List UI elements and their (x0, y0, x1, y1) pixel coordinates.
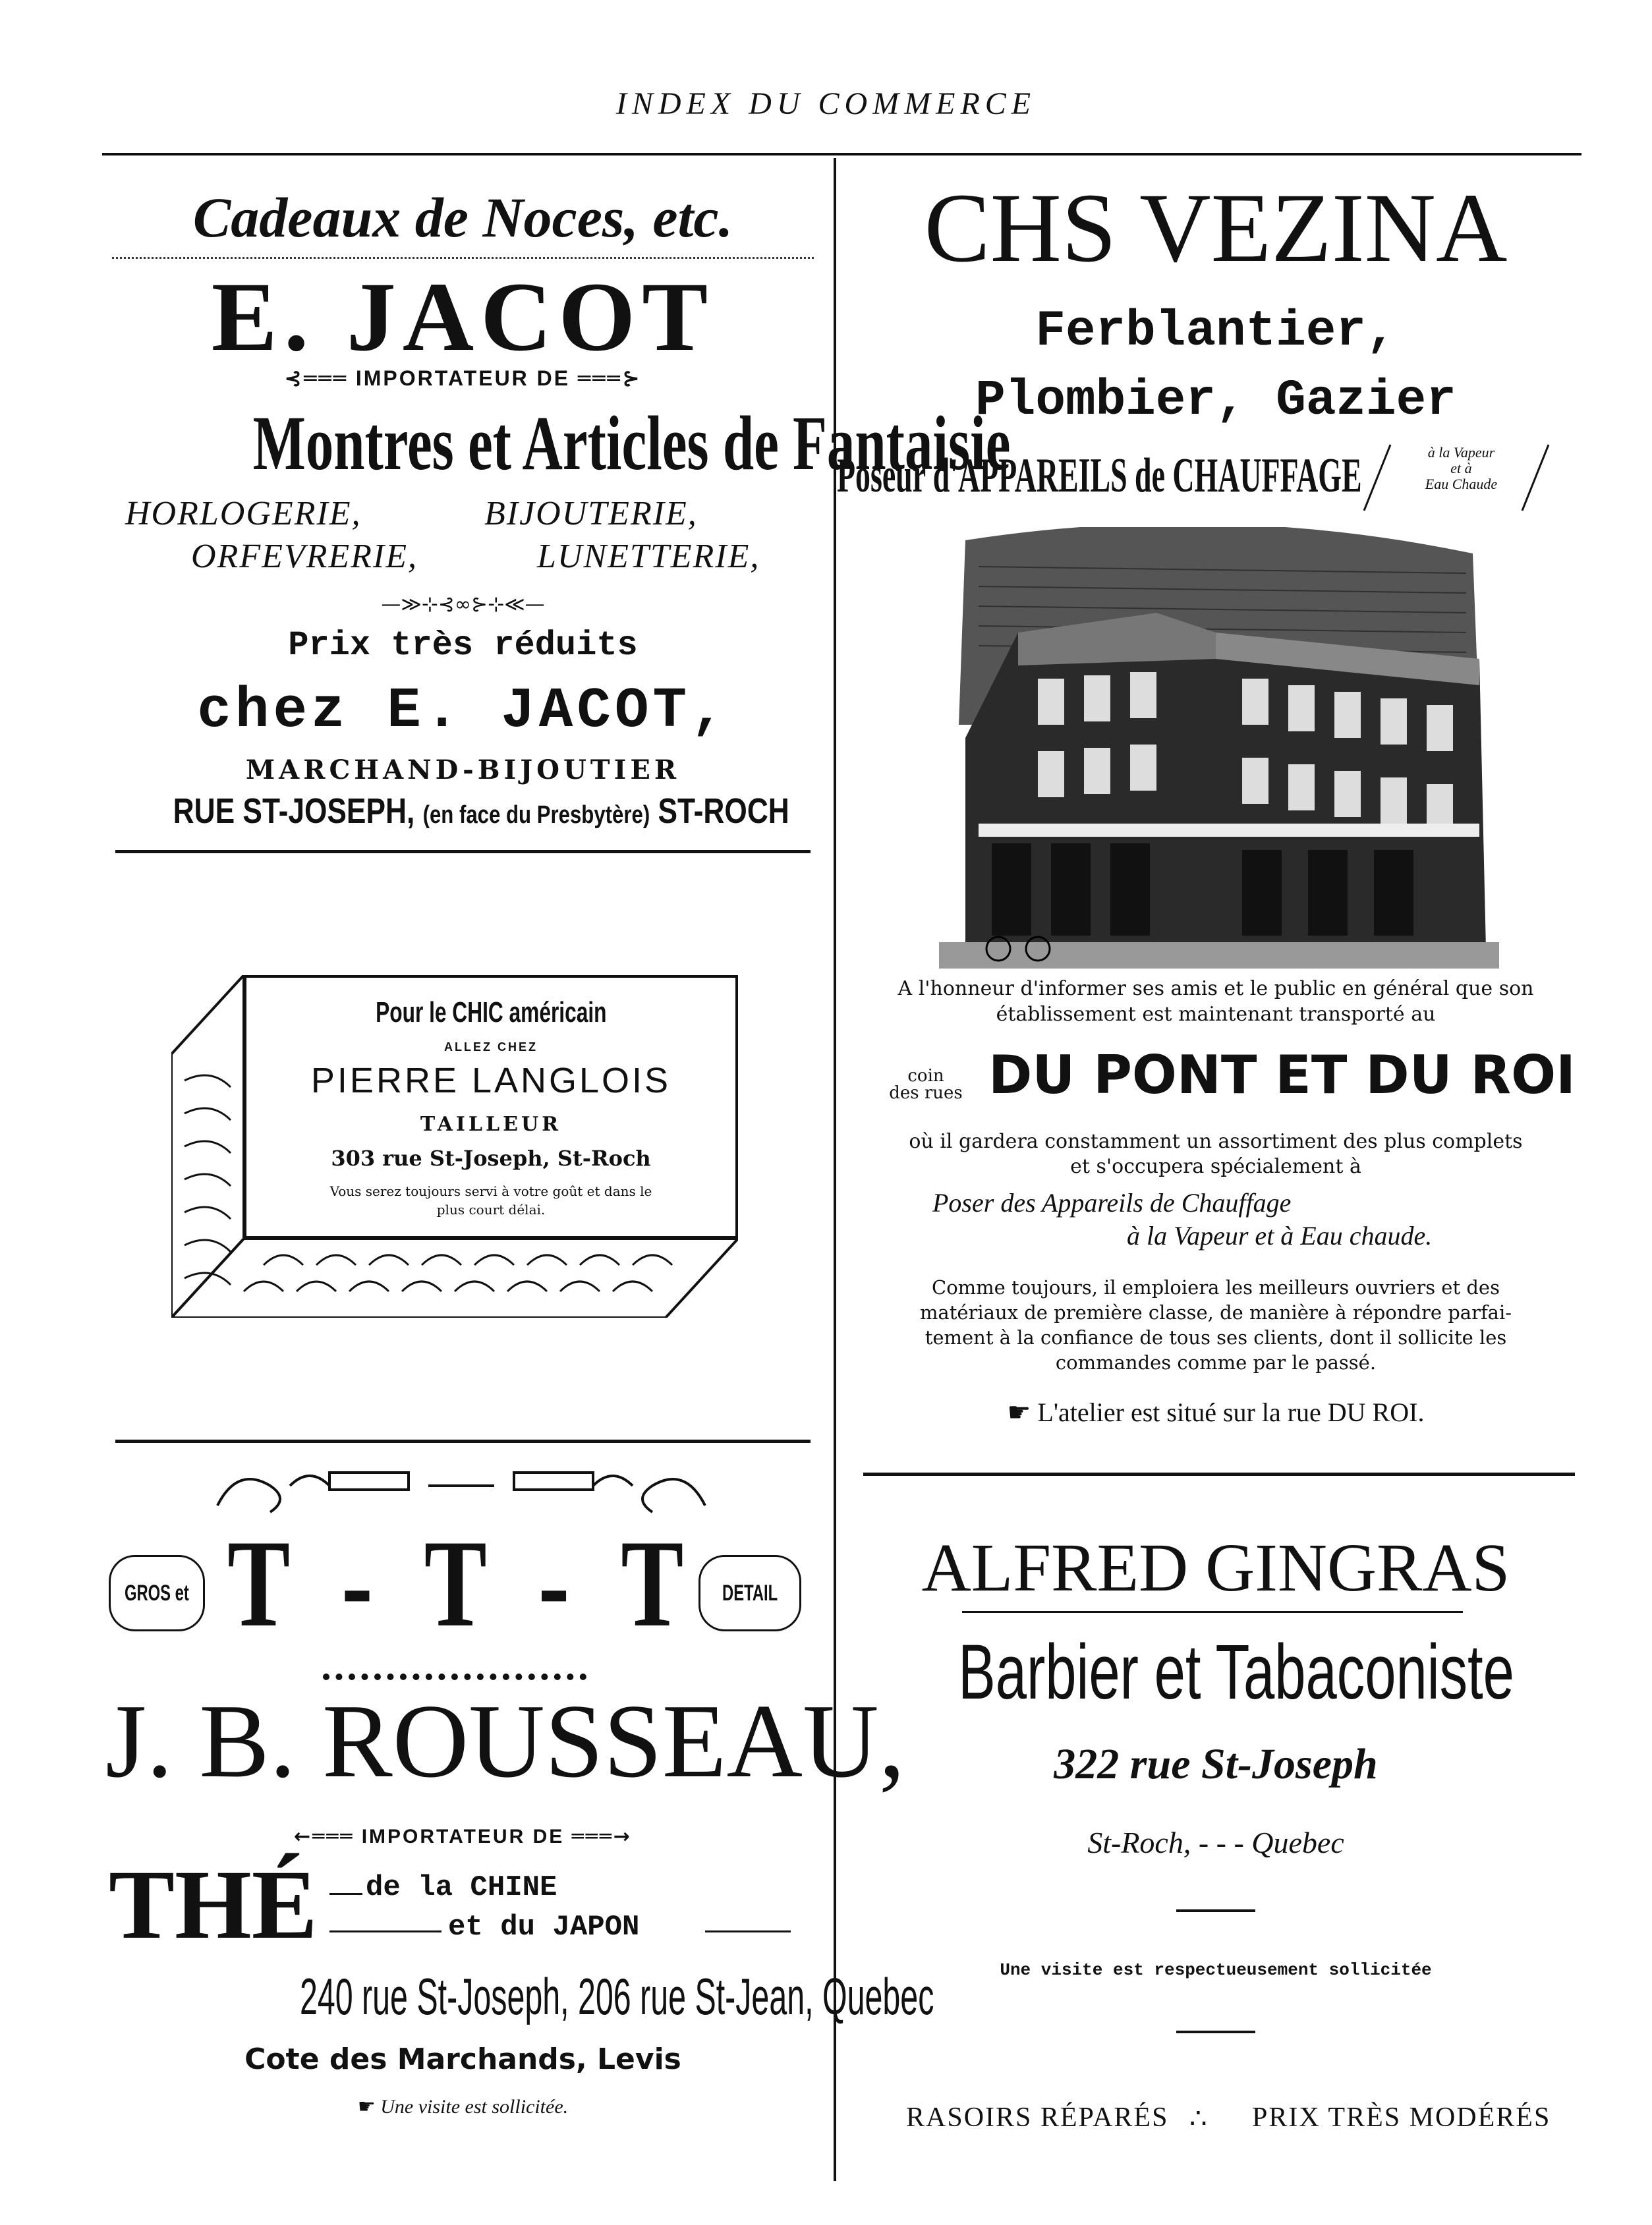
rousseau-importer: IMPORTATEUR DE (361, 1826, 565, 1847)
langlois-name: PIERRE LANGLOIS (310, 1061, 671, 1100)
langlois-address: 303 rue St-Joseph, St-Roch (331, 1146, 651, 1171)
pointing-hand-icon: ☛ (1007, 1397, 1031, 1428)
rousseau-logo: T - T - T (227, 1515, 698, 1653)
gingras-name-underline (962, 1611, 1463, 1613)
rousseau-detail: DETAIL (722, 1580, 778, 1606)
vezina-atelier: L'atelier est situé sur la rue DU ROI. (1037, 1397, 1425, 1427)
jacot-trade-lunetterie: LUNETTERIE, (537, 538, 760, 575)
langlois-line1: Pour le CHIC américain (375, 996, 607, 1028)
corner-building-engraving (939, 527, 1499, 969)
gingras-address: 322 rue St-Joseph (1054, 1740, 1378, 1788)
vezina-trade-2: Plombier, Gazier (975, 372, 1456, 429)
arrow-flourish-left-icon: ←═══ (294, 1825, 355, 1848)
vezina-honneur-2: établissement est maintenant transporté au (996, 1003, 1436, 1026)
jacot-dotted-rule (112, 257, 814, 259)
jacot-chez: chez E. JACOT, (197, 679, 729, 743)
gingras-separator: ∴ (1189, 2104, 1207, 2134)
rousseau-the-rule-2 (329, 1930, 441, 1932)
jacot-address-city: ST-ROCH (658, 791, 789, 831)
vezina-coin: coin (907, 1066, 944, 1086)
rousseau-the-line2: et du JAPON (448, 1911, 640, 1944)
vezina-des-rues: des rues (889, 1083, 963, 1103)
jacot-ad (105, 158, 1011, 850)
rousseau-top-rule (115, 1440, 811, 1443)
jacot-name: E. JACOT (211, 262, 715, 372)
rousseau-scroll-ornament (211, 1459, 712, 1519)
gingras-visit: Une visite est respectueusement sollicitée (1000, 1960, 1432, 1980)
rousseau-name: J. B. ROUSSEAU, (105, 1682, 905, 1799)
rousseau-the-rule-1 (329, 1893, 362, 1895)
gingras-trade: Barbier et Tabaconiste (958, 1629, 1514, 1716)
gingras-rule-1 (1176, 1909, 1255, 1912)
gingras-prices: PRIX TRÈS MODÉRÉS (1252, 2102, 1551, 2133)
pointing-hand-icon: ☛ (357, 2095, 376, 2118)
vezina-comme-4: commandes comme par le passé. (1055, 1351, 1377, 1374)
jacot-importer: IMPORTATEUR DE (355, 366, 571, 390)
vezina-name: CHS VEZINA (924, 173, 1508, 283)
arrow-flourish-right-icon: ═══→ (571, 1825, 632, 1848)
vezina-trade-1: Ferblantier, (1035, 303, 1396, 360)
vezina-poser-2: à la Vapeur et à Eau chaude. (1127, 1221, 1433, 1251)
langlois-trade: TAILLEUR (420, 1113, 562, 1136)
header-rule (102, 153, 1581, 155)
vezina-comme-3: tement à la confiance de tous ses clients, dont il sollicite les (925, 1326, 1507, 1349)
vezina-comme-2: matériaux de première classe, de manière à répondre parfai- (919, 1301, 1512, 1324)
jacot-address-paren: (en face du Presbytère) (422, 801, 650, 829)
vezina-honneur-1: A l'honneur d'informer ses amis et le public en général que son (897, 977, 1534, 1000)
gingras-razors: RASOIRS RÉPARÉS (906, 2102, 1169, 2133)
vezina-poseur: Poseur d'APPAREILS de CHAUFFAGE (837, 449, 1362, 503)
ornament-divider-icon: —≫⊹⊰∞⊱⊹≪— (381, 593, 545, 616)
jacot-trade-horlogerie: HORLOGERIE, (125, 495, 362, 532)
page-header-title: INDEX DU COMMERCE (615, 86, 1037, 121)
vezina-comme-1: Comme toujours, il emploiera les meilleurs ouvriers et des (932, 1276, 1500, 1299)
langlois-card (171, 975, 738, 1318)
rousseau-visit: Une visite est sollicitée. (380, 2096, 569, 2118)
page-header (0, 86, 1652, 122)
vezina-side-1: à la Vapeur (1427, 444, 1495, 461)
vezina-ad (837, 158, 1581, 1456)
flourish-right-icon: ═══⊱ (578, 366, 642, 391)
rousseau-the-rule-3 (705, 1930, 791, 1932)
vezina-side-2: et à (1450, 460, 1472, 476)
gingras-city: St-Roch, - - - Quebec (1087, 1826, 1344, 1859)
langlois-card-panel (244, 975, 738, 1239)
jacot-specialty: Montres et Articles de Fantaisie (252, 400, 1011, 486)
vezina-side-brackets (1351, 441, 1562, 514)
gingras-name: ALFRED GINGRAS (921, 1530, 1510, 1606)
rousseau-address: 240 rue St-Joseph, 206 rue St-Jean, Quebec (299, 1967, 934, 2025)
langlois-allez-chez: ALLEZ CHEZ (444, 1040, 538, 1054)
rousseau-tick-rule (323, 1674, 586, 1680)
rousseau-cote: Cote des Marchands, Levis (244, 2042, 681, 2076)
flourish-left-icon: ⊰═══ (284, 366, 348, 391)
gingras-ad (850, 1476, 1581, 2174)
vezina-pont-roi: DU PONT ET DU ROI (988, 1044, 1576, 1106)
jacot-trade-orfevrerie: ORFEVRERIE, (191, 538, 418, 575)
rousseau-the-line1: de la CHINE (366, 1871, 557, 1904)
vezina-garde-1: où il gardera constamment un assortiment des plus complets (909, 1130, 1523, 1153)
vezina-garde-2: et s'occupera spécialement à (1070, 1155, 1361, 1178)
jacot-role: MARCHAND-BIJOUTIER (245, 754, 681, 785)
jacot-headline: Cadeaux de Noces, etc. (192, 186, 733, 249)
jacot-trade-bijouterie: BIJOUTERIE, (484, 495, 698, 532)
rousseau-the: THÉ (109, 1850, 318, 1959)
vezina-side-3: Eau Chaude (1425, 476, 1498, 492)
jacot-prices: Prix très réduits (288, 626, 638, 665)
rousseau-gros: GROS et (125, 1580, 189, 1606)
jacot-address-street: RUE ST-JOSEPH, (173, 791, 415, 831)
gingras-rule-2 (1176, 2031, 1255, 2033)
vezina-poser-1: Poser des Appareils de Chauffage (932, 1188, 1292, 1218)
rousseau-ad (105, 1446, 934, 2164)
langlois-note-1: Vous serez toujours servi à votre goût et dans le (329, 1183, 652, 1199)
langlois-note-2: plus court délai. (436, 1202, 546, 1218)
jacot-bottom-rule (115, 850, 811, 853)
